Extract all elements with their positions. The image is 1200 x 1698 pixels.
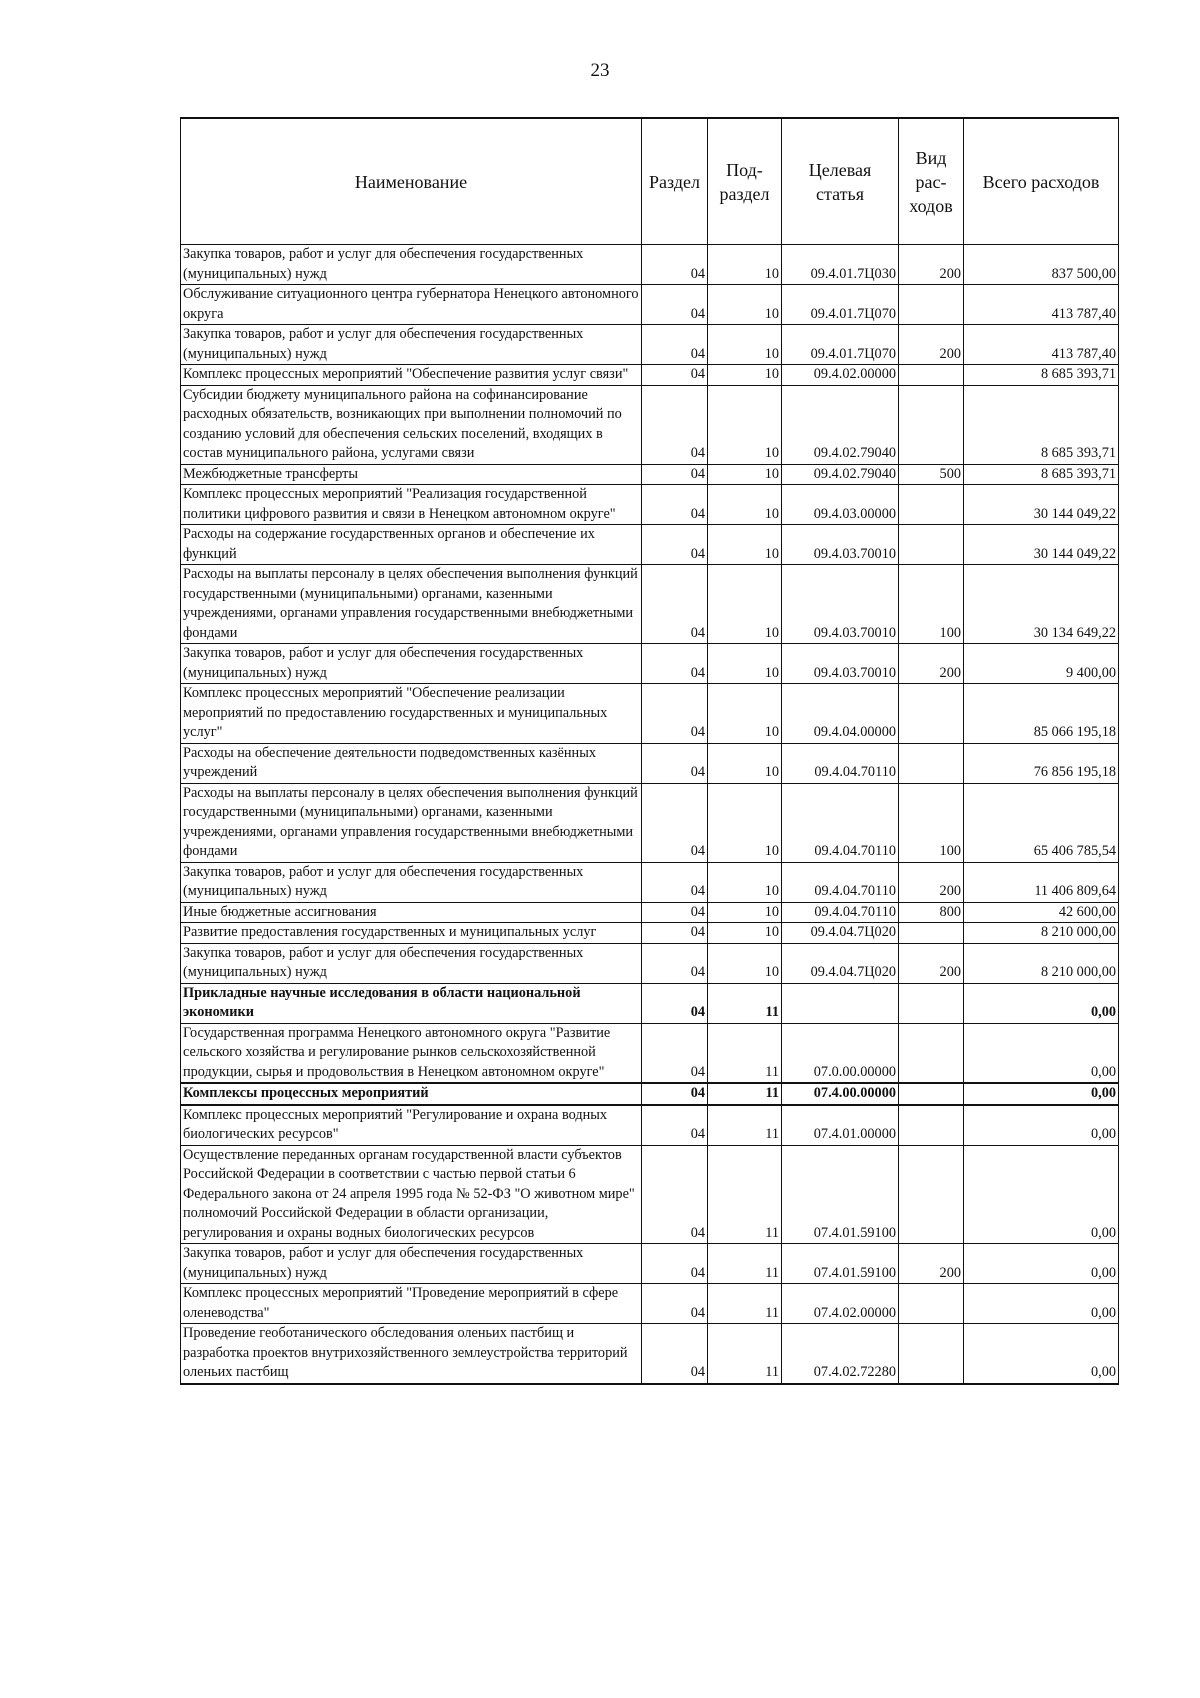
table-row <box>181 862 1119 902</box>
table-row <box>181 285 1119 325</box>
row-section: 04 <box>642 1023 708 1083</box>
row-target-article: 09.4.04.00000 <box>782 684 899 744</box>
row-expense-kind <box>899 983 964 1023</box>
row-section: 04 <box>642 565 708 644</box>
row-subsection: 11 <box>708 1284 782 1324</box>
row-total: 0,00 <box>964 983 1119 1023</box>
row-name: Комплекс процессных мероприятий "Обеспечение реализации мероприятий по предоставлению государственных и муниципальных услуг" <box>181 684 642 744</box>
table-row <box>181 464 1119 485</box>
row-subsection: 10 <box>708 902 782 923</box>
row-expense-kind <box>899 1083 964 1105</box>
row-section: 04 <box>642 1083 708 1105</box>
row-name: Расходы на обеспечение деятельности подведомственных казённых учреждений <box>181 743 642 783</box>
row-target-article: 09.4.04.70110 <box>782 862 899 902</box>
row-target-article: 09.4.03.70010 <box>782 565 899 644</box>
row-total: 30 144 049,22 <box>964 525 1119 565</box>
row-total: 42 600,00 <box>964 902 1119 923</box>
row-name: Субсидии бюджету муниципального района на софинансирование расходных обязательств, возникающих при выполнении полномочий по созданию условий для обеспечения сельских поселений, входящих в состав муниципального района, услугами связи <box>181 385 642 464</box>
row-target-article: 07.0.00.00000 <box>782 1023 899 1083</box>
row-total: 8 685 393,71 <box>964 464 1119 485</box>
row-expense-kind <box>899 1324 964 1384</box>
table-row <box>181 783 1119 862</box>
row-target-article <box>782 983 899 1023</box>
row-subsection: 10 <box>708 485 782 525</box>
table-row <box>181 684 1119 744</box>
row-name: Развитие предоставления государственных и муниципальных услуг <box>181 923 642 944</box>
row-expense-kind: 800 <box>899 902 964 923</box>
row-name: Комплексы процессных мероприятий <box>181 1083 642 1105</box>
row-subsection: 10 <box>708 743 782 783</box>
row-section: 04 <box>642 285 708 325</box>
row-total: 30 134 649,22 <box>964 565 1119 644</box>
row-subsection: 10 <box>708 464 782 485</box>
row-expense-kind <box>899 285 964 325</box>
row-name: Расходы на выплаты персоналу в целях обеспечения выполнения функций государственными (муниципальными) органами, казенными учреждениями, органами управления государственными внебюджетными фондами <box>181 783 642 862</box>
table-row <box>181 983 1119 1023</box>
table-row <box>181 1105 1119 1146</box>
table-row <box>181 245 1119 285</box>
row-section: 04 <box>642 743 708 783</box>
row-subsection: 10 <box>708 245 782 285</box>
table-row <box>181 525 1119 565</box>
row-total: 9 400,00 <box>964 644 1119 684</box>
row-subsection: 10 <box>708 923 782 944</box>
row-expense-kind: 200 <box>899 1244 964 1284</box>
row-name: Иные бюджетные ассигнования <box>181 902 642 923</box>
row-total: 8 685 393,71 <box>964 365 1119 386</box>
row-expense-kind <box>899 385 964 464</box>
row-total: 0,00 <box>964 1284 1119 1324</box>
row-total: 0,00 <box>964 1083 1119 1105</box>
row-section: 04 <box>642 684 708 744</box>
row-total: 65 406 785,54 <box>964 783 1119 862</box>
row-expense-kind <box>899 1105 964 1146</box>
row-section: 04 <box>642 902 708 923</box>
row-target-article: 07.4.01.59100 <box>782 1244 899 1284</box>
row-total: 8 685 393,71 <box>964 385 1119 464</box>
row-expense-kind: 200 <box>899 325 964 365</box>
row-target-article: 09.4.04.7Ц020 <box>782 923 899 944</box>
row-section: 04 <box>642 385 708 464</box>
header-target-article: Целевая статья <box>782 118 899 245</box>
row-total: 30 144 049,22 <box>964 485 1119 525</box>
row-subsection: 11 <box>708 1105 782 1146</box>
row-section: 04 <box>642 1244 708 1284</box>
row-section: 04 <box>642 644 708 684</box>
row-target-article: 09.4.02.79040 <box>782 464 899 485</box>
table-body <box>181 245 1119 1384</box>
header-name: Наименование <box>181 118 642 245</box>
row-total: 76 856 195,18 <box>964 743 1119 783</box>
row-subsection: 10 <box>708 644 782 684</box>
table-row <box>181 565 1119 644</box>
row-target-article: 09.4.02.79040 <box>782 385 899 464</box>
row-total: 11 406 809,64 <box>964 862 1119 902</box>
row-target-article: 09.4.04.7Ц020 <box>782 943 899 983</box>
table-header-row <box>181 118 1119 245</box>
row-target-article: 07.4.01.00000 <box>782 1105 899 1146</box>
row-subsection: 11 <box>708 983 782 1023</box>
row-name: Проведение геоботанического обследования оленьих пастбищ и разработка проектов внутрихозяйственного землеустройства территорий оленьих пастбищ <box>181 1324 642 1384</box>
table-row <box>181 743 1119 783</box>
row-name: Государственная программа Ненецкого автономного округа "Развитие сельского хозяйства и регулирование рынков сельскохозяйственной продукции, сырья и продовольствия в Ненецком автономном округе" <box>181 1023 642 1083</box>
header-expense-kind: Вид рас- ходов <box>899 118 964 245</box>
row-expense-kind <box>899 923 964 944</box>
table-row <box>181 1083 1119 1105</box>
row-expense-kind: 200 <box>899 644 964 684</box>
row-subsection: 10 <box>708 325 782 365</box>
row-subsection: 10 <box>708 285 782 325</box>
row-subsection: 10 <box>708 862 782 902</box>
row-name: Закупка товаров, работ и услуг для обеспечения государственных (муниципальных) нужд <box>181 325 642 365</box>
row-total: 413 787,40 <box>964 325 1119 365</box>
row-subsection: 10 <box>708 684 782 744</box>
row-target-article: 07.4.02.00000 <box>782 1284 899 1324</box>
row-target-article: 07.4.00.00000 <box>782 1083 899 1105</box>
budget-table <box>180 117 1119 1385</box>
row-section: 04 <box>642 485 708 525</box>
table-row <box>181 943 1119 983</box>
row-subsection: 11 <box>708 1244 782 1284</box>
row-target-article: 09.4.04.70110 <box>782 783 899 862</box>
row-name: Закупка товаров, работ и услуг для обеспечения государственных (муниципальных) нужд <box>181 644 642 684</box>
row-total: 0,00 <box>964 1145 1119 1244</box>
row-section: 04 <box>642 365 708 386</box>
row-target-article: 07.4.02.72280 <box>782 1324 899 1384</box>
row-target-article: 07.4.01.59100 <box>782 1145 899 1244</box>
row-name: Комплекс процессных мероприятий "Регулирование и охрана водных биологических ресурсов" <box>181 1105 642 1146</box>
row-section: 04 <box>642 983 708 1023</box>
row-target-article: 09.4.01.7Ц070 <box>782 325 899 365</box>
row-total: 8 210 000,00 <box>964 943 1119 983</box>
row-expense-kind: 100 <box>899 565 964 644</box>
row-section: 04 <box>642 1324 708 1384</box>
row-target-article: 09.4.03.00000 <box>782 485 899 525</box>
row-expense-kind: 100 <box>899 783 964 862</box>
row-name: Межбюджетные трансферты <box>181 464 642 485</box>
row-expense-kind: 200 <box>899 862 964 902</box>
row-name: Расходы на выплаты персоналу в целях обеспечения выполнения функций государственными (муниципальными) органами, казенными учреждениями, органами управления государственными внебюджетными фондами <box>181 565 642 644</box>
row-target-article: 09.4.02.00000 <box>782 365 899 386</box>
row-target-article: 09.4.04.70110 <box>782 743 899 783</box>
row-name: Закупка товаров, работ и услуг для обеспечения государственных (муниципальных) нужд <box>181 943 642 983</box>
row-section: 04 <box>642 245 708 285</box>
row-section: 04 <box>642 525 708 565</box>
row-expense-kind <box>899 525 964 565</box>
row-total: 837 500,00 <box>964 245 1119 285</box>
row-subsection: 10 <box>708 943 782 983</box>
row-name: Обслуживание ситуационного центра губернатора Ненецкого автономного округа <box>181 285 642 325</box>
table-row <box>181 1145 1119 1244</box>
row-section: 04 <box>642 464 708 485</box>
row-subsection: 11 <box>708 1023 782 1083</box>
row-name: Комплекс процессных мероприятий "Реализация государственной политики цифрового развития и связи в Ненецком автономном округе" <box>181 485 642 525</box>
row-section: 04 <box>642 862 708 902</box>
row-name: Расходы на содержание государственных органов и обеспечение их функций <box>181 525 642 565</box>
row-name: Комплекс процессных мероприятий "Проведение мероприятий в сфере оленеводства" <box>181 1284 642 1324</box>
row-expense-kind <box>899 1023 964 1083</box>
table-row <box>181 923 1119 944</box>
row-section: 04 <box>642 923 708 944</box>
table-row <box>181 644 1119 684</box>
row-target-article: 09.4.01.7Ц070 <box>782 285 899 325</box>
row-target-article: 09.4.04.70110 <box>782 902 899 923</box>
row-target-article: 09.4.01.7Ц030 <box>782 245 899 285</box>
table-row <box>181 325 1119 365</box>
header-section: Раздел <box>642 118 708 245</box>
table-row <box>181 1023 1119 1083</box>
row-section: 04 <box>642 943 708 983</box>
row-expense-kind <box>899 365 964 386</box>
row-expense-kind <box>899 485 964 525</box>
table-row <box>181 1284 1119 1324</box>
row-expense-kind <box>899 743 964 783</box>
row-expense-kind: 200 <box>899 245 964 285</box>
row-section: 04 <box>642 325 708 365</box>
header-subsection: Под- раздел <box>708 118 782 245</box>
row-section: 04 <box>642 783 708 862</box>
table-row <box>181 385 1119 464</box>
row-subsection: 11 <box>708 1083 782 1105</box>
row-expense-kind <box>899 684 964 744</box>
row-name: Комплекс процессных мероприятий "Обеспечение развития услуг связи" <box>181 365 642 386</box>
row-total: 0,00 <box>964 1324 1119 1384</box>
row-name: Закупка товаров, работ и услуг для обеспечения государственных (муниципальных) нужд <box>181 862 642 902</box>
row-subsection: 10 <box>708 385 782 464</box>
row-total: 8 210 000,00 <box>964 923 1119 944</box>
row-expense-kind <box>899 1145 964 1244</box>
table-row <box>181 485 1119 525</box>
row-section: 04 <box>642 1284 708 1324</box>
row-total: 0,00 <box>964 1023 1119 1083</box>
row-name: Прикладные научные исследования в области национальной экономики <box>181 983 642 1023</box>
table-row <box>181 902 1119 923</box>
row-subsection: 10 <box>708 525 782 565</box>
table-row <box>181 1244 1119 1284</box>
row-name: Закупка товаров, работ и услуг для обеспечения государственных (муниципальных) нужд <box>181 245 642 285</box>
row-total: 413 787,40 <box>964 285 1119 325</box>
row-target-article: 09.4.03.70010 <box>782 644 899 684</box>
row-section: 04 <box>642 1105 708 1146</box>
table-row <box>181 365 1119 386</box>
row-subsection: 11 <box>708 1145 782 1244</box>
row-expense-kind <box>899 1284 964 1324</box>
row-expense-kind: 500 <box>899 464 964 485</box>
row-total: 0,00 <box>964 1244 1119 1284</box>
row-name: Закупка товаров, работ и услуг для обеспечения государственных (муниципальных) нужд <box>181 1244 642 1284</box>
page-number: 23 <box>590 60 610 81</box>
header-total: Всего расходов <box>964 118 1119 245</box>
row-subsection: 10 <box>708 783 782 862</box>
row-subsection: 10 <box>708 365 782 386</box>
table-row <box>181 1324 1119 1384</box>
row-total: 85 066 195,18 <box>964 684 1119 744</box>
row-name: Осуществление переданных органам государственной власти субъектов Российской Федерации в соответствии с частью первой статьи 6 Федерального закона от 24 апреля 1995 года № 52-ФЗ "О животном мире" полномочий Российской Федерации в области организации, регулирования и охраны водных биологических ресурсов <box>181 1145 642 1244</box>
row-subsection: 10 <box>708 565 782 644</box>
row-target-article: 09.4.03.70010 <box>782 525 899 565</box>
row-subsection: 11 <box>708 1324 782 1384</box>
row-total: 0,00 <box>964 1105 1119 1146</box>
row-section: 04 <box>642 1145 708 1244</box>
row-expense-kind: 200 <box>899 943 964 983</box>
